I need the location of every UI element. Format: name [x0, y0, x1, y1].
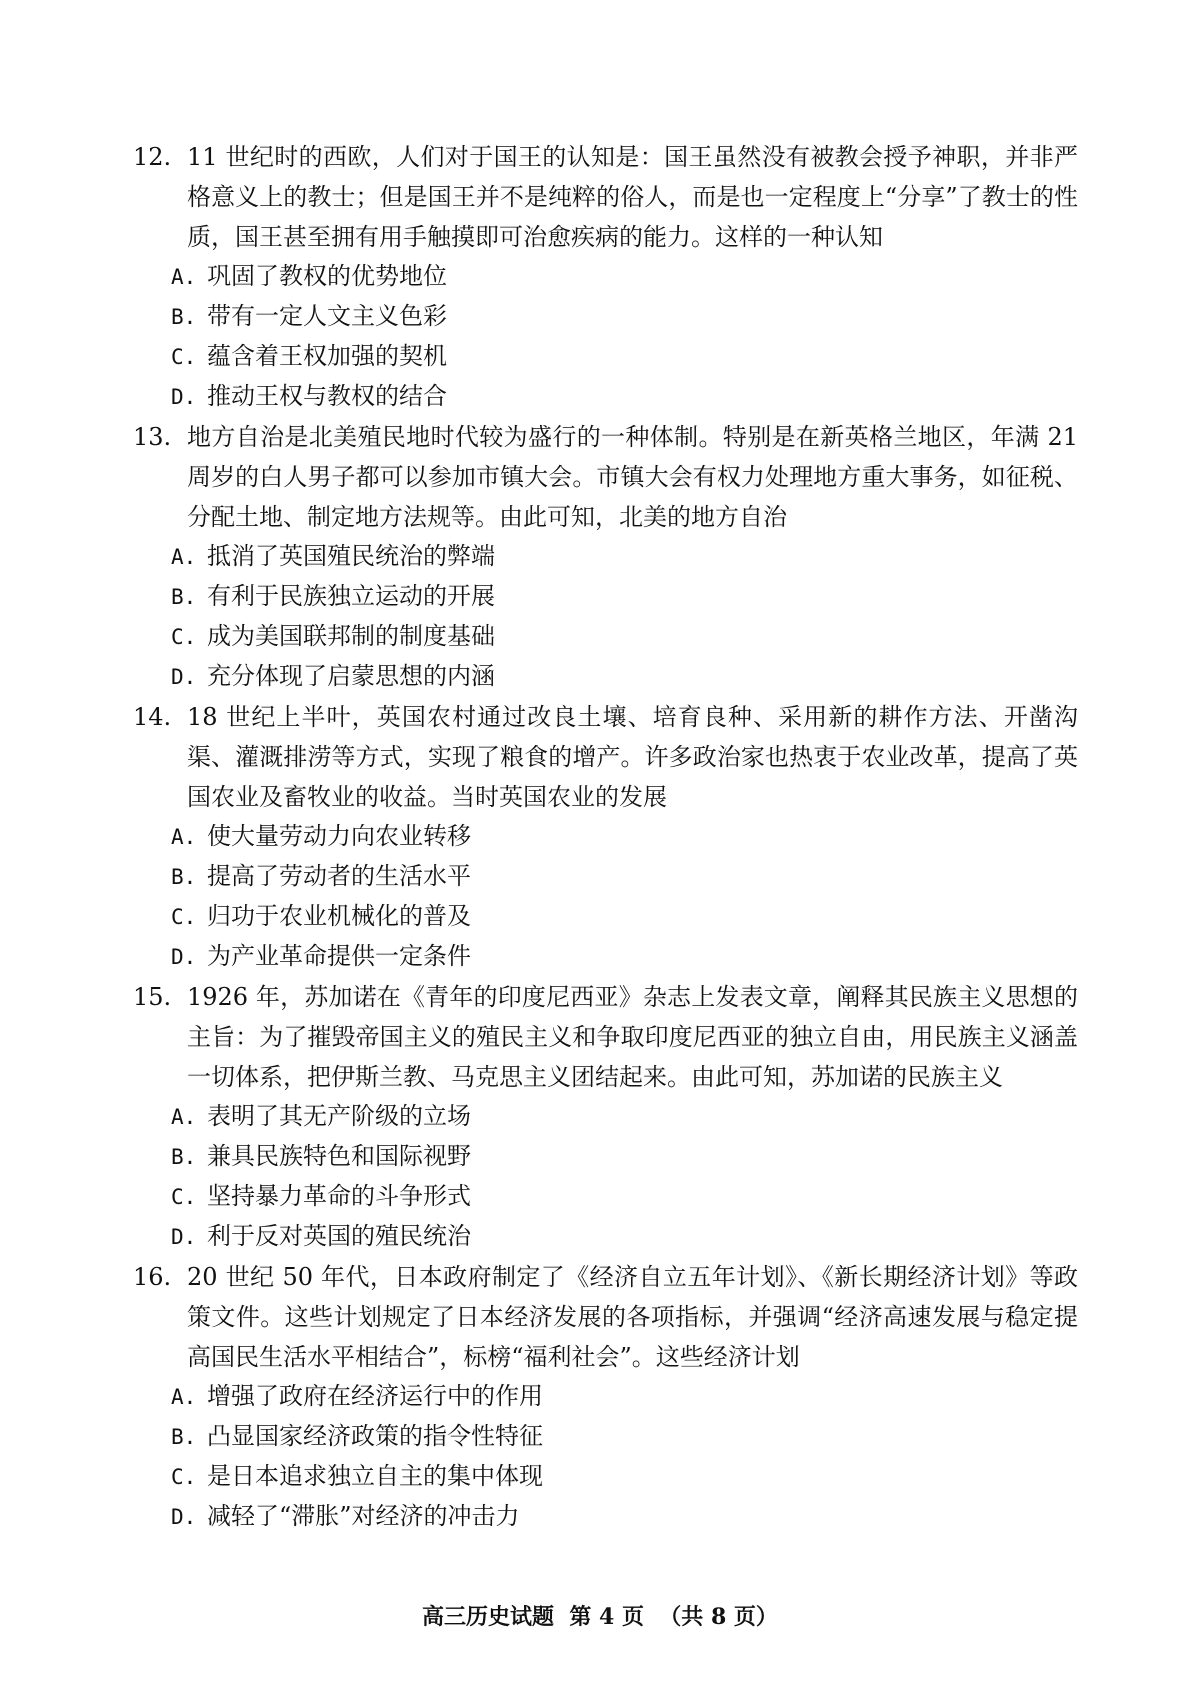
option-d[interactable] — [171, 1217, 1078, 1257]
option-text: 增强了政府在经济运行中的作用 — [207, 1382, 543, 1410]
option-letter: D. — [171, 665, 197, 689]
question-number: 12. — [133, 143, 172, 171]
option-letter: B. — [171, 1145, 197, 1169]
option-text: 推动王权与教权的结合 — [207, 382, 447, 410]
question-12 — [133, 137, 1078, 417]
option-c[interactable] — [171, 1177, 1078, 1217]
option-a[interactable] — [171, 1377, 1078, 1417]
question-text: 18 世纪上半叶，英国农村通过改良土壤、培育良种、采用新的耕作方法、开凿沟渠、灌溉排涝等方式，实现了粮食的增产。许多政治家也热衷于农业改革，提高了英国农业及畜牧业的收益。当时英国农业的发展 — [187, 703, 1078, 811]
option-text: 有利于民族独立运动的开展 — [207, 582, 495, 610]
question-16 — [133, 1257, 1078, 1537]
option-text: 兼具民族特色和国际视野 — [207, 1142, 471, 1170]
option-list — [133, 1097, 1078, 1257]
question-13 — [133, 417, 1078, 697]
option-letter: D. — [171, 1505, 197, 1529]
page-footer: 高三历史试题 第 4 页 （共 8 页） — [422, 1604, 778, 1630]
question-stem — [133, 697, 1078, 817]
option-a[interactable] — [171, 537, 1078, 577]
option-text: 为产业革命提供一定条件 — [207, 942, 471, 970]
option-letter: C. — [171, 1465, 197, 1489]
question-stem — [133, 417, 1078, 537]
option-d[interactable] — [171, 657, 1078, 697]
option-text: 表明了其无产阶级的立场 — [207, 1102, 471, 1130]
option-text: 凸显国家经济政策的指令性特征 — [207, 1422, 543, 1450]
question-number: 14. — [133, 703, 172, 731]
option-letter: B. — [171, 305, 197, 329]
question-14 — [133, 697, 1078, 977]
option-d[interactable] — [171, 1497, 1078, 1537]
question-stem — [133, 977, 1078, 1097]
option-letter: D. — [171, 945, 197, 969]
option-b[interactable] — [171, 577, 1078, 617]
question-number: 16. — [133, 1263, 172, 1291]
option-text: 蕴含着王权加强的契机 — [207, 342, 447, 370]
option-text: 归功于农业机械化的普及 — [207, 902, 471, 930]
question-text: 20 世纪 50 年代，日本政府制定了《经济自立五年计划》、《新长期经济计划》等政策文件。这些计划规定了日本经济发展的各项指标，并强调“经济高速发展与稳定提高国民生活水平相结合”，标榜“福利社会”。这些经济计划 — [187, 1263, 1078, 1371]
option-letter: A. — [171, 1385, 197, 1409]
option-b[interactable] — [171, 1417, 1078, 1457]
question-15 — [133, 977, 1078, 1257]
question-stem — [133, 1257, 1078, 1377]
option-letter: D. — [171, 385, 197, 409]
option-list — [133, 1377, 1078, 1537]
option-letter: A. — [171, 545, 197, 569]
option-list — [133, 257, 1078, 417]
option-text: 提高了劳动者的生活水平 — [207, 862, 471, 890]
question-text: 11 世纪时的西欧，人们对于国王的认知是：国王虽然没有被教会授予神职，并非严格意义上的教士；但是国王并不是纯粹的俗人，而是也一定程度上“分享”了教士的性质，国王甚至拥有用手触摸即可治愈疾病的能力。这样的一种认知 — [187, 143, 1078, 251]
option-d[interactable] — [171, 377, 1078, 417]
question-number: 15. — [133, 983, 172, 1011]
option-letter: B. — [171, 865, 197, 889]
option-b[interactable] — [171, 1137, 1078, 1177]
option-letter: C. — [171, 905, 197, 929]
option-text: 使大量劳动力向农业转移 — [207, 822, 471, 850]
option-c[interactable] — [171, 897, 1078, 937]
option-text: 坚持暴力革命的斗争形式 — [207, 1182, 471, 1210]
option-text: 充分体现了启蒙思想的内涵 — [207, 662, 495, 690]
option-text: 抵消了英国殖民统治的弊端 — [207, 542, 495, 570]
option-letter: A. — [171, 825, 197, 849]
option-letter: A. — [171, 265, 197, 289]
option-letter: B. — [171, 1425, 197, 1449]
option-a[interactable] — [171, 1097, 1078, 1137]
question-stem — [133, 137, 1078, 257]
option-text: 减轻了“滞胀”对经济的冲击力 — [207, 1502, 520, 1530]
question-list — [133, 137, 1078, 1537]
option-letter: C. — [171, 1185, 197, 1209]
question-text: 地方自治是北美殖民地时代较为盛行的一种体制。特别是在新英格兰地区，年满 21 周岁的白人男子都可以参加市镇大会。市镇大会有权力处理地方重大事务，如征税、分配土地、制定地方法规等。由此可知，北美的地方自治 — [187, 423, 1078, 531]
option-text: 带有一定人文主义色彩 — [207, 302, 447, 330]
option-text: 是日本追求独立自主的集中体现 — [207, 1462, 543, 1490]
option-d[interactable] — [171, 937, 1078, 977]
option-text: 成为美国联邦制的制度基础 — [207, 622, 495, 650]
question-text: 1926 年，苏加诺在《青年的印度尼西亚》杂志上发表文章，阐释其民族主义思想的主旨：为了摧毁帝国主义的殖民主义和争取印度尼西亚的独立自由，用民族主义涵盖一切体系，把伊斯兰教、马克思主义团结起来。由此可知，苏加诺的民族主义 — [187, 983, 1078, 1091]
option-c[interactable] — [171, 1457, 1078, 1497]
option-letter: C. — [171, 345, 197, 369]
option-letter: C. — [171, 625, 197, 649]
option-letter: A. — [171, 1105, 197, 1129]
option-text: 利于反对英国的殖民统治 — [207, 1222, 471, 1250]
option-c[interactable] — [171, 337, 1078, 377]
option-list — [133, 817, 1078, 977]
option-a[interactable] — [171, 257, 1078, 297]
option-c[interactable] — [171, 617, 1078, 657]
option-a[interactable] — [171, 817, 1078, 857]
option-list — [133, 537, 1078, 697]
question-number: 13. — [133, 423, 172, 451]
option-letter: D. — [171, 1225, 197, 1249]
option-b[interactable] — [171, 297, 1078, 337]
option-letter: B. — [171, 585, 197, 609]
option-b[interactable] — [171, 857, 1078, 897]
option-text: 巩固了教权的优势地位 — [207, 262, 447, 290]
